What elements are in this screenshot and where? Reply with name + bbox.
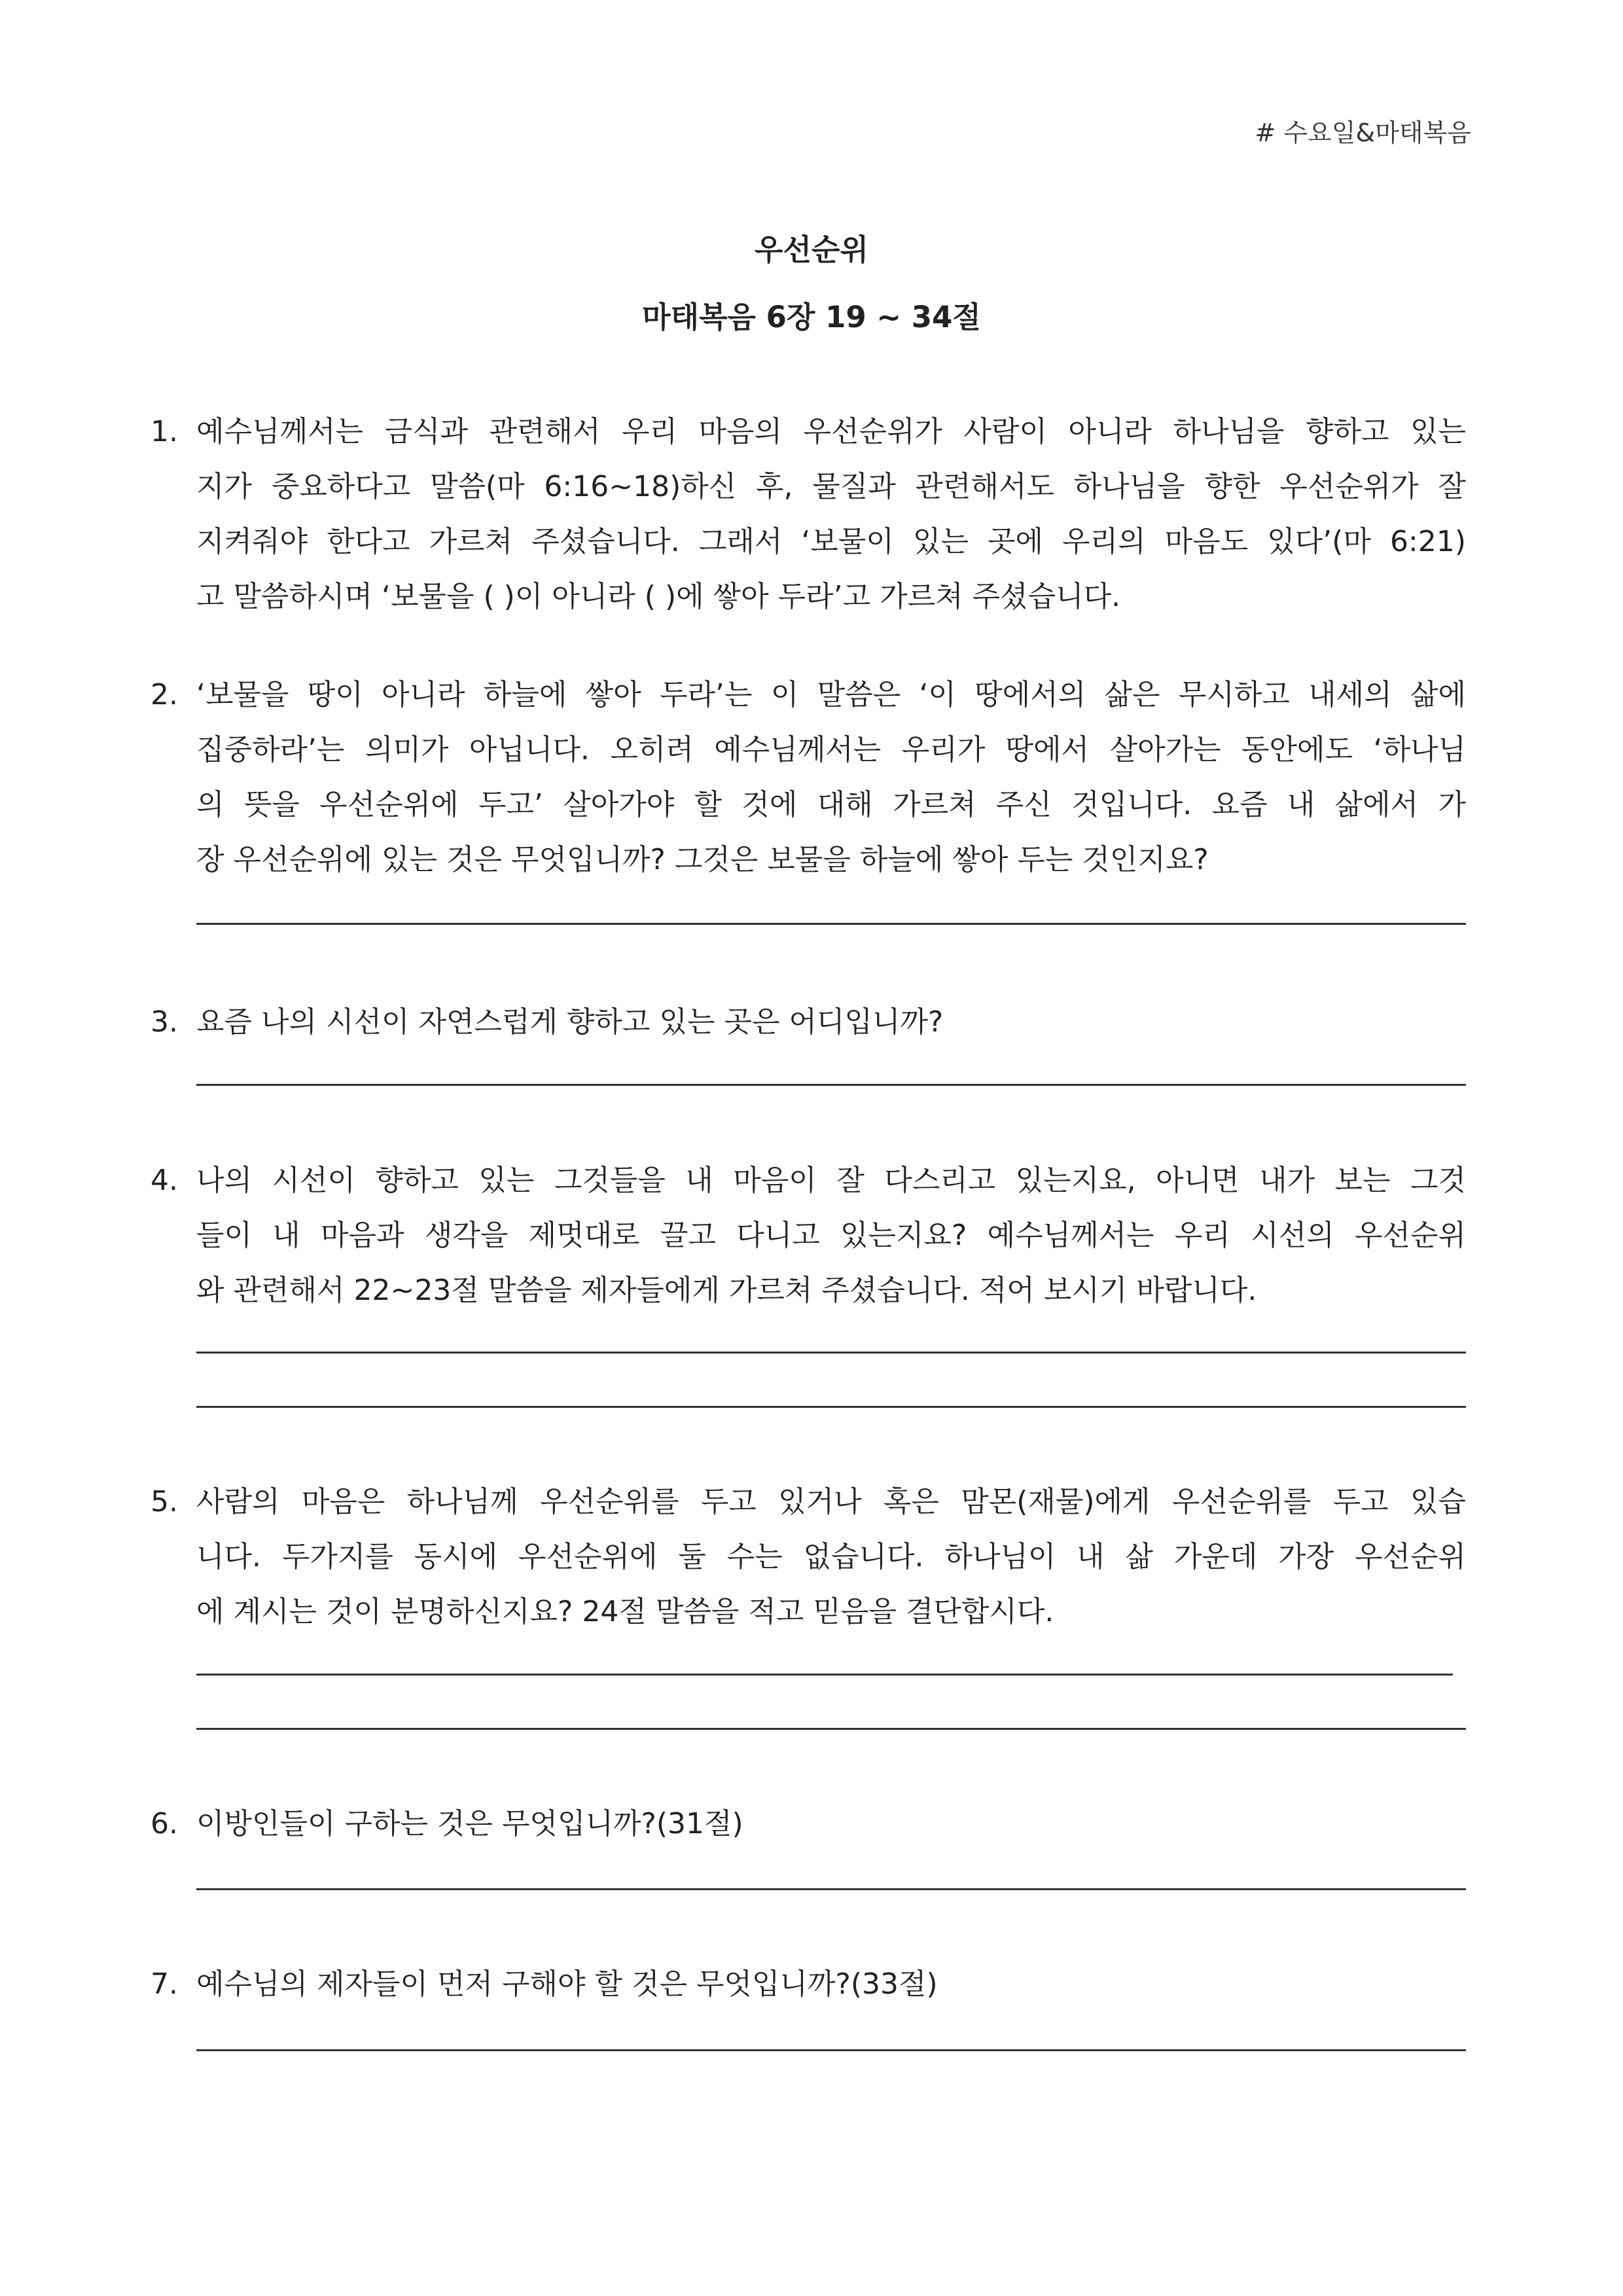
question-text-line: 니다. 두가지를 동시에 우선순위에 둘 수는 없습니다. 하나님이 내 삶 가운데 가장 우선순위	[196, 1540, 1466, 1573]
question-text-line: 지켜줘야 한다고 가르쳐 주셨습니다. 그래서 ‘보물이 있는 곳에 우리의 마음도 있다’(마 6:21)	[196, 525, 1466, 558]
question-number: 6.	[151, 1807, 178, 1840]
question-4	[151, 1153, 1466, 1318]
answer-line[interactable]	[196, 1352, 1466, 1354]
question-text-line: ‘보물을 땅이 아니라 하늘에 쌓아 두라’는 이 말씀은 ‘이 땅에서의 삶은 무시하고 내세의 삶에	[196, 678, 1467, 711]
answer-line[interactable]	[196, 1728, 1466, 1730]
question-text-line: 예수님께서는 금식과 관련해서 우리 마음의 우선순위가 사람이 아니라 하나님을 향하고 있는	[196, 415, 1466, 448]
question-1	[151, 404, 1466, 624]
question-text-line: 이방인들이 구하는 것은 무엇입니까?(31절)	[196, 1807, 743, 1840]
question-text-line: 고 말씀하시며 ‘보물을 ( )이 아니라 ( )에 쌓아 두라’고 가르쳐 주셨습니다.	[196, 580, 1121, 613]
question-number: 2.	[151, 678, 178, 711]
question-number: 1.	[151, 415, 178, 448]
answer-line[interactable]	[196, 1406, 1466, 1408]
question-text-line: 집중하라’는 의미가 아닙니다. 오히려 예수님께서는 우리가 땅에서 살아가는 동안에도 ‘하나님	[196, 733, 1466, 766]
question-number: 4.	[151, 1164, 178, 1197]
question-text-line: 나의 시선이 향하고 있는 그것들을 내 마음이 잘 다스리고 있는지요, 아니면 내가 보는 그것	[196, 1164, 1466, 1197]
question-2	[151, 668, 1466, 888]
page-title: 우선순위	[755, 232, 868, 267]
answer-line[interactable]	[196, 2049, 1466, 2051]
question-text-line: 지가 중요하다고 말씀(마 6:16~18)하신 후, 물질과 관련해서도 하나님을 향한 우선순위가 잘	[196, 470, 1466, 503]
answer-line[interactable]	[196, 1084, 1466, 1086]
question-7	[151, 1957, 1466, 2012]
answer-line[interactable]	[196, 923, 1466, 925]
question-3	[151, 995, 1466, 1050]
question-6	[151, 1797, 1466, 1852]
question-text-line: 의 뜻을 우선순위에 두고’ 살아가야 할 것에 대해 가르쳐 주신 것입니다. 요즘 내 삶에서 가	[196, 788, 1466, 821]
answer-line[interactable]	[196, 1674, 1453, 1676]
question-number: 7.	[151, 1967, 178, 2001]
answer-line[interactable]	[196, 1888, 1466, 1890]
scripture-reference: 마태복음 6장 19 ~ 34절	[642, 300, 981, 334]
question-number: 5.	[151, 1485, 178, 1518]
question-text-line: 들이 내 마음과 생각을 제멋대로 끌고 다니고 있는지요? 예수님께서는 우리 시선의 우선순위	[196, 1219, 1466, 1252]
question-text-line: 요즘 나의 시선이 자연스럽게 향하고 있는 곳은 어디입니까?	[196, 1005, 944, 1039]
question-text-line: 와 관련해서 22~23절 말씀을 제자들에게 가르쳐 주셨습니다. 적어 보시기 바랍니다.	[196, 1274, 1257, 1307]
question-text-line: 사람의 마음은 하나님께 우선순위를 두고 있거나 혹은 맘몬(재물)에게 우선순위를 두고 있습	[196, 1485, 1466, 1518]
header-tag: # 수요일&마태복음	[1255, 118, 1471, 147]
question-number: 3.	[151, 1005, 178, 1039]
question-text-line: 예수님의 제자들이 먼저 구해야 할 것은 무엇입니까?(33절)	[196, 1967, 938, 2001]
question-text-line: 에 계시는 것이 분명하신지요? 24절 말씀을 적고 믿음을 결단합시다.	[196, 1595, 1054, 1628]
question-text-line: 장 우선순위에 있는 것은 무엇입니까? 그것은 보물을 하늘에 쌓아 두는 것인지요?	[196, 843, 1209, 876]
question-5	[151, 1475, 1466, 1640]
